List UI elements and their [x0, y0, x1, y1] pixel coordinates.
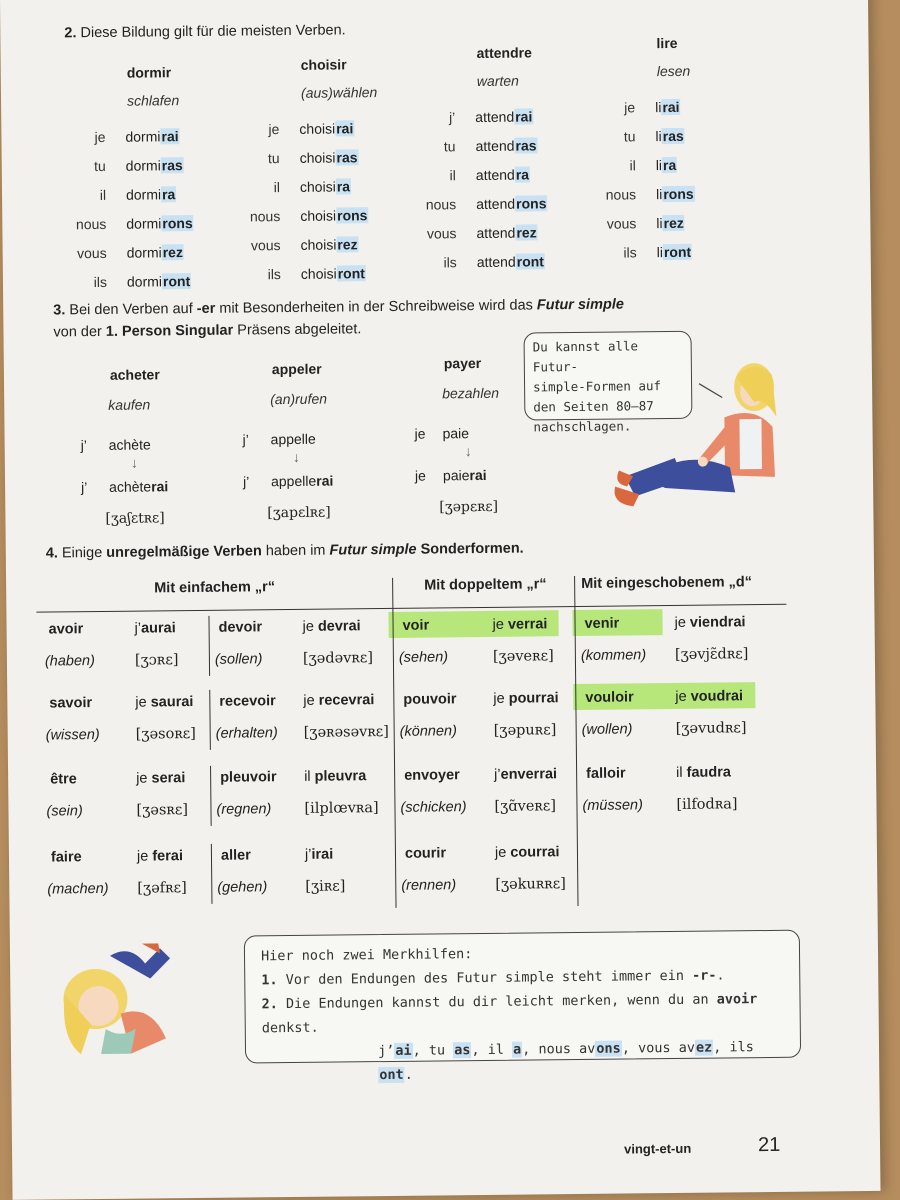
- phonetic: [ilfodʀa]: [676, 796, 738, 813]
- pronoun: ils: [267, 266, 281, 283]
- section4-heading: 4. Einige unregelmäßige Verben haben im Futur simple Sonderformen.: [45, 540, 524, 562]
- future-ending: rai: [662, 98, 680, 116]
- phonetic: [ʒaʃɛtʀɛ]: [105, 510, 165, 527]
- verb-infinitive: aller: [220, 847, 251, 864]
- text-segment: , vous av: [621, 1039, 696, 1057]
- arrow-down-icon: ↓: [292, 448, 300, 465]
- future-verb: serai: [151, 770, 186, 787]
- verb-infinitive: envoyer: [404, 767, 460, 784]
- future-form: [305, 847, 333, 863]
- phonetic: [ʒəpɛʀɛ]: [439, 498, 499, 516]
- pronoun: vous: [76, 244, 107, 262]
- verb-stem: li: [655, 186, 663, 203]
- pronoun: je: [136, 770, 152, 787]
- future-form: [271, 473, 333, 490]
- verb-infinitive: recevoir: [219, 693, 276, 710]
- pronoun: il: [676, 764, 687, 781]
- phonetic: [ʒəfʀɛ]: [137, 880, 187, 897]
- future-ending: ras: [515, 137, 537, 154]
- future-form: [137, 848, 183, 864]
- future-form: [492, 616, 547, 633]
- verb-stem: choisi: [300, 236, 337, 253]
- avoir-ending: ai: [395, 1042, 412, 1059]
- avoir-ending: ez: [695, 1039, 713, 1056]
- phonetic: [ʒəvudʀɛ]: [675, 720, 747, 737]
- future-form: [135, 694, 193, 711]
- conjugated-form: [300, 149, 359, 166]
- pronoun: vous: [426, 225, 457, 242]
- future-form: [135, 620, 176, 636]
- verb-translation: (gehen): [217, 879, 268, 896]
- pronoun: ils: [443, 254, 457, 271]
- tips-box: [244, 930, 801, 1084]
- pronoun: j’: [448, 109, 456, 126]
- conjugated-form: [126, 186, 176, 203]
- conjugated-form: [656, 157, 678, 173]
- page-word: vingt-et-un: [623, 1140, 692, 1157]
- verb-stem: choisi: [299, 149, 336, 166]
- future-ending: rons: [663, 185, 694, 203]
- conjugated-form: [475, 108, 533, 125]
- header-double-r: Mit doppeltem „r“: [424, 576, 547, 594]
- future-ending: rez: [162, 244, 183, 261]
- future-ending: ra: [336, 178, 351, 195]
- conjugated-form: [477, 253, 545, 270]
- verb-translation: (schicken): [400, 799, 467, 816]
- cell-divider: [211, 844, 213, 904]
- future-ending: ras: [662, 127, 684, 145]
- pronoun: nous: [425, 196, 457, 213]
- verb-infinitive: dormir: [126, 64, 172, 81]
- future-verb: voudrai: [690, 688, 744, 705]
- pronoun: j’: [81, 479, 88, 496]
- verb-translation: (kommen): [580, 647, 647, 664]
- header-inserted-d: Mit eingeschobenem „d“: [581, 574, 753, 592]
- verb-stem: attend: [475, 166, 515, 184]
- conjugated-form: [656, 215, 685, 231]
- conjugated-form: [655, 128, 684, 144]
- conjugated-form: [126, 157, 184, 174]
- verb-translation: (an)rufen: [270, 390, 328, 408]
- future-form: [676, 764, 731, 781]
- conjugated-form: [300, 207, 368, 224]
- irregular-verbs-table: [36, 574, 799, 912]
- verb-translation: bezahlen: [442, 384, 500, 402]
- pronoun: je: [414, 467, 426, 484]
- future-verb: courrai: [510, 844, 560, 861]
- conjugated-form: [301, 265, 366, 282]
- verb-translation: (müssen): [582, 797, 643, 814]
- future-ending: rai: [316, 472, 334, 489]
- phonetic: [ʒədəvʀɛ]: [302, 650, 374, 667]
- verb-infinitive: voir: [402, 617, 430, 634]
- verb-infinitive: pouvoir: [403, 691, 457, 708]
- conjugated-form: [300, 178, 351, 195]
- verb-translation: (rennen): [401, 877, 457, 894]
- pronoun: tu: [443, 138, 456, 155]
- pronoun: je: [414, 425, 426, 442]
- conjugated-form: [127, 273, 191, 290]
- verb-infinitive: courir: [404, 845, 447, 862]
- future-ending: ras: [336, 149, 358, 166]
- future-ending: rai: [515, 108, 533, 125]
- verb-infinitive: pleuvoir: [220, 769, 277, 786]
- verb-stem: attend: [476, 195, 516, 213]
- cell-divider: [208, 616, 210, 676]
- pronoun: j’: [242, 431, 249, 448]
- conjugated-form: [125, 128, 179, 145]
- pronoun: je: [135, 694, 151, 711]
- pronoun: ils: [93, 273, 108, 291]
- verb-stem: li: [655, 99, 662, 116]
- future-form: [443, 467, 487, 483]
- future-ending: rons: [336, 207, 368, 224]
- pronoun: vous: [250, 237, 281, 254]
- verb-stem: achète: [109, 478, 152, 495]
- pronoun: je: [674, 614, 690, 631]
- arrow-down-icon: ↓: [464, 443, 472, 460]
- verb-stem: choisi: [299, 178, 336, 195]
- future-ending: rez: [516, 224, 537, 241]
- pronoun: il: [629, 157, 636, 174]
- future-verb: pleuvra: [314, 768, 367, 785]
- pronoun: il: [449, 167, 456, 184]
- future-ending: rai: [161, 128, 179, 145]
- verb-infinitive: avoir: [48, 621, 84, 638]
- section-number: 2.: [64, 25, 77, 42]
- future-form: [495, 844, 560, 861]
- phonetic: [ʒəpuʀɛ]: [493, 722, 557, 739]
- pronoun: il: [304, 768, 315, 785]
- avoir-ending: ont: [379, 1066, 404, 1084]
- future-form: [302, 618, 360, 635]
- future-verb: faudra: [686, 764, 732, 781]
- avoir-ending: as: [454, 1042, 471, 1059]
- cell-divider: [210, 766, 212, 826]
- verb-infinitive: vouloir: [585, 689, 634, 706]
- speech-bubble-reference: Du kannst alle Futur- simple-Formen auf den Seiten 80–87 nachschlagen.: [524, 331, 693, 421]
- conjugated-form: [476, 166, 530, 183]
- phonetic: [ʒɑ̃veʀɛ]: [494, 798, 557, 815]
- verb-translation: (wollen): [581, 721, 633, 738]
- page-number: 21: [757, 1133, 781, 1157]
- conjugated-form: [300, 236, 358, 253]
- phonetic: [ʒapɛlʀɛ]: [267, 504, 331, 522]
- verb-translation: (aus)wählen: [300, 84, 378, 101]
- conjugated-form: [657, 244, 693, 260]
- pronoun: je: [624, 99, 636, 116]
- present-form: paie: [442, 425, 470, 442]
- tips-intro: Hier noch zwei Merkhilfen:: [260, 946, 473, 965]
- verb-translation: (sollen): [214, 651, 263, 668]
- verb-translation: (wissen): [45, 726, 100, 744]
- future-verb: aurai: [140, 620, 176, 637]
- pronoun: je: [492, 616, 508, 633]
- verb-stem: dormi: [126, 273, 163, 290]
- section-text: Diese Bildung gilt für die meisten Verben.: [80, 22, 346, 42]
- phonetic: [ʒəsoʀɛ]: [135, 725, 196, 743]
- phonetic: [ʒəʀəsəvʀɛ]: [303, 723, 390, 741]
- verb-stem: attend: [476, 253, 516, 271]
- cell-divider: [209, 690, 211, 750]
- future-form: [304, 768, 366, 785]
- pronoun: j’: [80, 437, 87, 454]
- avoir-endings-line: [262, 1035, 784, 1088]
- tip-2: 2. Die Endungen kannst du dir leicht merken, wenn du an avoir denkst.: [261, 991, 758, 1037]
- future-verb: saurai: [150, 694, 194, 711]
- conjugated-form: [299, 120, 354, 137]
- future-ending: rons: [516, 195, 547, 212]
- phonetic: [ʒəsʀɛ]: [136, 802, 189, 819]
- conjugated-form: [656, 186, 695, 202]
- avoir-ending: a: [513, 1041, 522, 1058]
- future-ending: ra: [515, 166, 530, 183]
- verb-stem: attend: [475, 108, 515, 126]
- verb-stem: li: [656, 244, 663, 261]
- verb-infinitive: attendre: [476, 44, 532, 62]
- verb-infinitive: appeler: [271, 360, 322, 378]
- girl-sitting-illustration: [604, 357, 786, 519]
- text-segment: j’: [377, 1042, 395, 1060]
- verb-stem: attend: [475, 137, 515, 155]
- girl-lying-illustration: [50, 943, 201, 1065]
- pronoun: j’: [494, 766, 501, 783]
- verb-stem: dormi: [126, 244, 162, 261]
- future-verb: verrai: [507, 616, 548, 633]
- tip-1: 1. Vor den Endungen des Futur simple steht immer ein -r-.: [261, 967, 725, 989]
- pronoun: tu: [93, 157, 106, 175]
- verb-translation: (machen): [47, 880, 109, 898]
- verb-stem: dormi: [125, 157, 161, 174]
- text-segment: , tu: [412, 1042, 454, 1059]
- pronoun: je: [493, 690, 509, 707]
- verb-stem: dormi: [125, 128, 161, 145]
- header-simple-r: Mit einfachem „r“: [154, 579, 276, 597]
- conjugated-form: [475, 137, 537, 154]
- pronoun: j’: [134, 620, 142, 637]
- verb-translation: kaufen: [108, 396, 151, 413]
- conjugated-form: [476, 224, 537, 241]
- text-segment: .: [404, 1066, 413, 1083]
- verb-stem: li: [655, 157, 663, 174]
- pronoun: je: [494, 844, 511, 861]
- verb-infinitive: savoir: [49, 695, 93, 712]
- phonetic: [ʒiʀɛ]: [305, 878, 346, 895]
- future-form: [303, 692, 374, 709]
- verb-stem: choisi: [300, 207, 337, 224]
- verb-stem: paie: [442, 467, 470, 484]
- verb-stem: choisi: [299, 120, 336, 137]
- pronoun: je: [302, 618, 318, 635]
- future-form: [136, 770, 185, 787]
- pronoun: vous: [606, 215, 637, 232]
- text-segment: , ils: [713, 1039, 754, 1056]
- verb-stem: li: [656, 215, 663, 232]
- future-ending: ront: [337, 265, 365, 282]
- phonetic: [ʒəvjɛ̃dʀɛ]: [674, 646, 749, 663]
- conjugated-form: [476, 195, 547, 212]
- future-ending: ra: [662, 156, 677, 174]
- verb-stem: choisi: [300, 265, 337, 282]
- verb-translation: (können): [399, 723, 458, 740]
- section3-heading: 3. Bei den Verben auf -er mit Besonderheiten in der Schreibweise wird das Futur simple von der 1. Person Singular Präsens abgeleitet.: [53, 296, 624, 341]
- verb-stem: appelle: [270, 472, 317, 490]
- future-form: [493, 690, 558, 707]
- pronoun: tu: [267, 150, 280, 167]
- verb-translation: schlafen: [126, 92, 180, 109]
- text-segment: , il: [471, 1041, 513, 1059]
- conjugated-form: [126, 215, 194, 232]
- verb-infinitive: faire: [50, 849, 82, 866]
- future-ending: rez: [663, 214, 684, 232]
- future-ending: ront: [663, 243, 692, 261]
- pronoun: je: [136, 848, 153, 865]
- future-form: [675, 688, 743, 705]
- pronoun: j’: [304, 846, 312, 863]
- pronoun: nous: [75, 215, 107, 233]
- future-ending: ront: [162, 273, 191, 290]
- section2-heading: [64, 22, 345, 41]
- conjugated-form: [127, 244, 184, 261]
- future-ending: rai: [336, 120, 354, 137]
- pronoun: il: [273, 179, 281, 196]
- verb-infinitive: payer: [443, 354, 482, 372]
- future-verb: devrai: [317, 618, 361, 635]
- pronoun: je: [303, 692, 319, 709]
- verb-stem: dormi: [125, 186, 162, 203]
- future-verb: recevrai: [318, 692, 375, 709]
- future-ending: ras: [161, 157, 183, 174]
- pronoun: il: [99, 186, 107, 203]
- future-ending: rons: [162, 214, 193, 232]
- future-ending: ra: [161, 186, 176, 203]
- future-verb: enverrai: [500, 766, 558, 783]
- phonetic: [ʒəveʀɛ]: [492, 648, 554, 665]
- future-verb: pourrai: [508, 690, 559, 707]
- arrow-down-icon: ↓: [130, 454, 138, 471]
- phonetic: [ʒɔʀɛ]: [134, 652, 179, 669]
- pronoun: je: [268, 121, 280, 138]
- pronoun: nous: [605, 186, 637, 203]
- future-ending: rai: [469, 466, 487, 484]
- verb-translation: (regnen): [216, 801, 272, 818]
- future-verb: ferai: [152, 848, 184, 865]
- pronoun: tu: [623, 128, 636, 145]
- pronoun: je: [94, 128, 106, 146]
- verb-infinitive: lire: [656, 34, 678, 52]
- future-form: [494, 766, 557, 783]
- pronoun: j’: [242, 473, 250, 490]
- future-form: [674, 614, 745, 631]
- verb-infinitive: acheter: [109, 366, 160, 383]
- verb-translation: lesen: [656, 62, 691, 80]
- verb-infinitive: falloir: [586, 765, 626, 782]
- verb-translation: (erhalten): [215, 725, 278, 742]
- verb-stem: dormi: [126, 215, 162, 232]
- text-segment: , nous av: [522, 1040, 596, 1058]
- future-verb: irai: [311, 846, 334, 863]
- future-ending: rez: [337, 236, 358, 253]
- pronoun: ils: [623, 244, 637, 261]
- pronoun: je: [675, 688, 691, 705]
- future-ending: ront: [516, 253, 545, 270]
- phonetic: [ʒəkuʀʀɛ]: [495, 876, 566, 893]
- verb-translation: (sein): [46, 803, 83, 820]
- pronoun: nous: [249, 208, 281, 225]
- future-form: [109, 478, 168, 495]
- verb-translation: (sehen): [398, 649, 449, 666]
- verb-infinitive: être: [50, 771, 77, 788]
- avoir-ending: ons: [596, 1040, 621, 1057]
- verb-infinitive: venir: [584, 615, 620, 632]
- verb-translation: warten: [476, 72, 519, 90]
- future-verb: viendrai: [689, 614, 746, 631]
- present-form: appelle: [270, 430, 316, 448]
- future-ending: rai: [151, 478, 169, 495]
- phonetic: [ilplœvʀa]: [304, 800, 379, 817]
- verb-infinitive: devoir: [218, 619, 263, 636]
- verb-translation: (haben): [44, 653, 95, 670]
- verb-stem: attend: [476, 224, 516, 242]
- verb-stem: li: [655, 128, 662, 145]
- verb-infinitive: choisir: [300, 56, 347, 73]
- conjugated-form: [655, 99, 681, 115]
- present-form: achète: [108, 436, 151, 453]
